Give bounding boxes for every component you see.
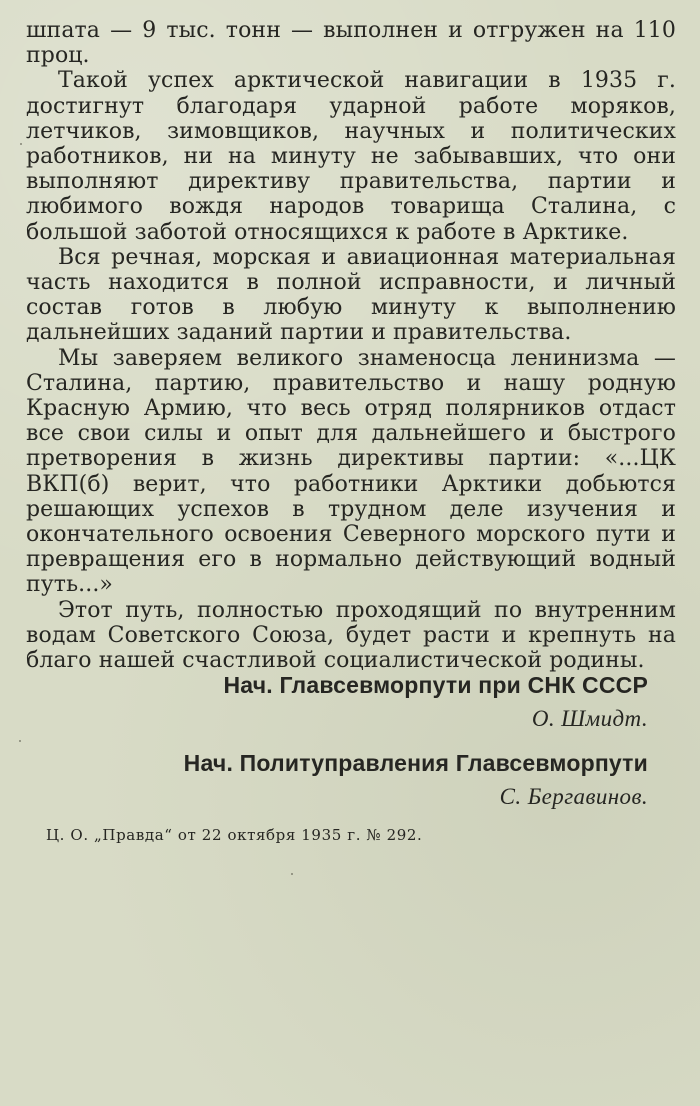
body-text [26,18,676,673]
paragraph-continuation: шпата — 9 тыс. тонн — выполнен и отгружен на 110 проц. [26,18,676,69]
signature-title: Нач. Главсевморпути при СНК СССР [223,672,648,698]
paragraph-navigation-success: Такой успех арктической навигации в 1935 г. достигнут благодаря ударной работе моряков, летчиков, зимовщиков, научных и политических работников, ни на минуту не забывавших, что они выполняют директиву правительства, партии и любимого вождя народов товарища Сталина, с большой заботой относящихся к работе в Арктике. [26,68,676,245]
paragraph-closing: Этот путь, полностью проходящий по внутренним водам Советского Союза, будет расти и крепнуть на благо нашей счастливой социалистической родины. [26,597,676,674]
signature-entry [128,750,648,810]
signature-block [128,672,648,810]
paragraph-equipment-ready: Вся речная, морская и авиационная материальная часть находится в полной исправности, и личный состав готов в любую минуту к выполнению дальнейших заданий партии и правительства. [26,244,676,346]
signature-entry [128,672,648,732]
signature-spacer [128,732,648,750]
paragraph-assurance: Мы заверяем великого знаменосца ленинизма — Сталина, партию, правительство и нашу родную Красную Армию, что весь отряд полярников отдаст все свои силы и опыт для дальнейшего и быстрого претворения в жизнь директивы партии: «...ЦК ВКП(б) верит, что работники Арктики добьются решающих успехов в трудном деле изучения и окончательного освоения Северного морского пути и превращения его в нормально действующий водный путь...» [26,345,676,598]
signature-title: Нач. Политуправления Главсевморпути [183,750,648,776]
signature-name: О. Шмидт. [531,706,648,731]
source-citation: Ц. О. „Правда“ от 22 октября 1935 г. № 292. [46,826,423,844]
paper-speck [291,873,293,875]
paper-speck [20,143,22,145]
paper-speck [19,740,21,742]
signature-name: С. Бергавинов. [499,784,648,809]
